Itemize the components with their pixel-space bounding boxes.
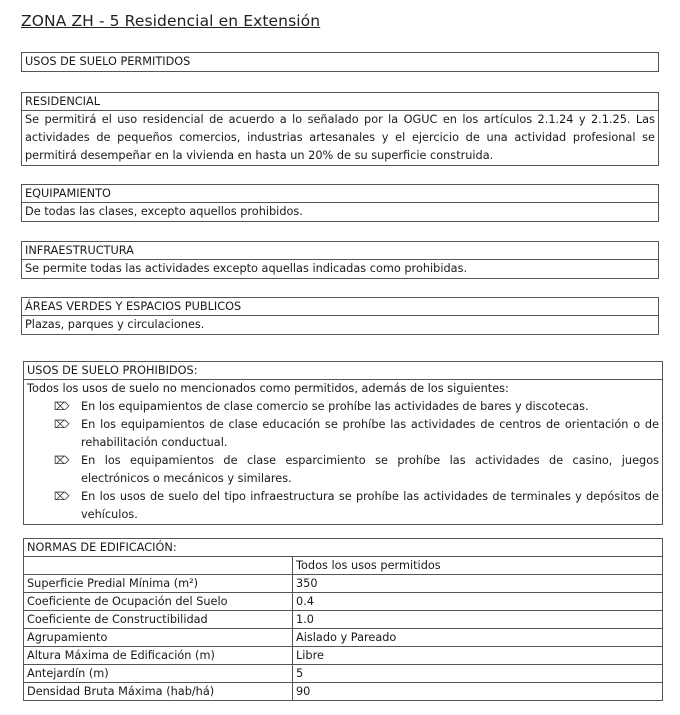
normas-table: [23, 538, 663, 701]
section-header: ÁREAS VERDES Y ESPACIOS PUBLICOS: [22, 298, 658, 316]
table-row: Coeficiente de Ocupación del Suelo 0.4: [24, 593, 663, 611]
list-item: ⌦ En los equipamientos de clase esparcimiento se prohíbe las actividades de casino, juegos electrónicos o mecánicos y similares.: [54, 454, 659, 485]
section-infraestructura: [21, 241, 659, 279]
permitidos-header-box: [21, 52, 659, 72]
empty-cell: [24, 557, 293, 575]
erase-bullet-icon: ⌦: [54, 400, 70, 413]
prohibidos-box: [23, 361, 663, 525]
prohibidos-list: [24, 398, 662, 524]
list-item: ⌦ En los equipamientos de clase educación se prohíbe las actividades de centros de orientación o de rehabilitación conductual.: [54, 418, 659, 449]
prohibidos-header: USOS DE SUELO PROHIBIDOS:: [24, 362, 662, 380]
erase-bullet-icon: ⌦: [54, 454, 70, 467]
section-header: RESIDENCIAL: [22, 93, 658, 111]
erase-bullet-icon: ⌦: [54, 418, 70, 431]
permitidos-header: USOS DE SUELO PERMITIDOS: [25, 55, 191, 68]
section-residencial: [21, 92, 659, 166]
table-row: Densidad Bruta Máxima (hab/há) 90: [24, 683, 663, 701]
list-item: ⌦ En los equipamientos de clase comercio se prohíbe las actividades de bares y discotecas.: [24, 398, 662, 416]
section-body: Plazas, parques y circulaciones.: [25, 318, 205, 331]
table-row: Agrupamiento Aislado y Pareado: [24, 629, 663, 647]
section-body: De todas las clases, excepto aquellos prohibidos.: [25, 205, 303, 218]
prohibidos-intro: Todos los usos de suelo no mencionados como permitidos, además de los siguientes:: [27, 382, 509, 395]
list-item: ⌦ En los usos de suelo del tipo infraestructura se prohíbe las actividades de terminales y depósitos de vehículos.: [54, 490, 659, 521]
column-header: Todos los usos permitidos: [293, 557, 663, 575]
page-title: ZONA ZH - 5 Residencial en Extensión: [21, 12, 321, 30]
table-row: Superficie Predial Mínima (m²) 350: [24, 575, 663, 593]
normas-header: NORMAS DE EDIFICACIÓN:: [24, 539, 663, 557]
section-header: INFRAESTRUCTURA: [22, 242, 658, 260]
section-body: Se permite todas las actividades excepto aquellas indicadas como prohibidas.: [25, 262, 468, 275]
erase-bullet-icon: ⌦: [54, 490, 70, 503]
table-row: Altura Máxima de Edificación (m) Libre: [24, 647, 663, 665]
section-body: Se permitirá el uso residencial de acuerdo a lo señalado por la OGUC en los artículos 2.1.24 y 2.1.25. Las actividades de pequeños comercios, industrias artesanales y el ejercicio de una actividad profesional se permitirá desempeñar en la vivienda en hasta un 20% de su superficie construida.: [25, 113, 655, 162]
section-equipamiento: [21, 184, 659, 222]
table-row: Antejardín (m) 5: [24, 665, 663, 683]
section-header: EQUIPAMIENTO: [22, 185, 658, 203]
section-areas-verdes: [21, 297, 659, 335]
table-row: Coeficiente de Constructibilidad 1.0: [24, 611, 663, 629]
